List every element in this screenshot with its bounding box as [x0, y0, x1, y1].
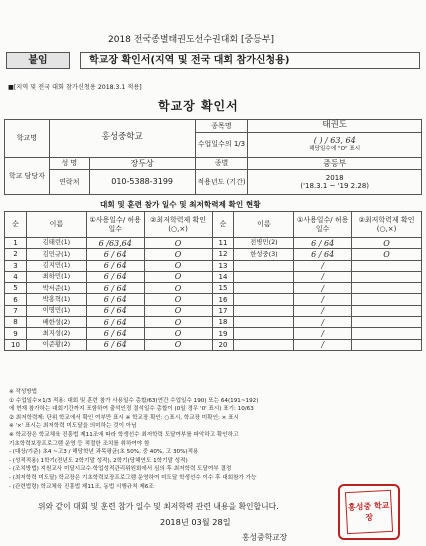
cell-days: 6 / 64 [86, 339, 144, 350]
note-line: ※ 작성방법 [9, 389, 38, 395]
contact-label: 연락처 [49, 170, 89, 195]
cell-name: 박서준(1) [26, 283, 86, 294]
cell-name [234, 283, 294, 294]
cell-no: 17 [212, 305, 234, 316]
cell-no: 14 [212, 271, 234, 282]
table-row [5, 305, 422, 316]
cell-name [234, 260, 294, 271]
note-line: ② 최저학력제: 단위 학교에서 확인 여부만 표시 ※ 학교장 확인: ○표시, 학교장 미확인: × 표시 [9, 414, 239, 421]
cell-name: 김민규(1) [26, 249, 86, 260]
table-row [5, 271, 422, 282]
table-row [5, 283, 422, 294]
cell-days: / [294, 271, 352, 282]
note-line: - (대상/기준) 초4 ~고3 / 해당학년 과목평균(초 50%, 중 40%, 고 30%)적용 [9, 449, 199, 456]
cell-name [234, 339, 294, 350]
cell-no: 3 [5, 260, 27, 271]
table-row [5, 249, 422, 260]
note-line: ※ 학교장은 학교체육 진흥법 제11조에 따라 학생선수 최저학력 도달여부를 파악하고 확인하고 [9, 431, 239, 438]
form-title: 학교장 확인서 [158, 99, 239, 113]
school-name-label: 학교명 [5, 120, 50, 158]
division-label: 종별 [195, 157, 248, 170]
table-row [5, 317, 422, 328]
name-label: 성 명 [49, 157, 89, 170]
table-row [5, 238, 422, 249]
note-line: 에 현재 참가하는 대회기간까지 포함하여 출석인정 결석일수 총합이 (0일 경우 '0' 표시) 표기: 10/63 [9, 406, 254, 413]
cell-no: 20 [212, 339, 234, 350]
cell-min [352, 317, 422, 328]
note-line: ① 수업일수×1/3 적용: 대회 및 훈련 참가 사용일수 총합/63(연간 수업일수 190) 또는 64(191~192) [9, 397, 259, 404]
school-info-table [4, 119, 422, 195]
cell-min: O [352, 249, 422, 260]
cell-no: 5 [5, 283, 27, 294]
cell-no: 12 [212, 249, 234, 260]
note-line: 기초학력보장프로그램 운영 등 적절한 조치를 취하여야 함 [9, 440, 150, 447]
cell-no: 15 [212, 283, 234, 294]
event-title: 2018 전국종별태권도선수권대회 [중등부] [108, 35, 275, 45]
cell-days: / [294, 317, 352, 328]
official-seal [338, 484, 400, 540]
cell-name [234, 317, 294, 328]
school-name-value: 홍성중학교 [49, 120, 195, 158]
cell-min: O [144, 260, 212, 271]
cell-name [234, 294, 294, 305]
cell-days: 6 / 64 [86, 283, 144, 294]
cell-name: 이명민(1) [26, 305, 86, 316]
cell-min: O [144, 305, 212, 316]
cell-min [352, 294, 422, 305]
contact-value: 010-5388-3199 [89, 170, 195, 195]
period-range: ('18.3.1 ~ '19 2.28) [300, 182, 369, 190]
cell-min: O [144, 339, 212, 350]
cell-min [352, 271, 422, 282]
cell-min: O [144, 271, 212, 282]
cell-name: 김태린(1) [26, 238, 86, 249]
table-row [5, 328, 422, 339]
cell-no: 13 [212, 260, 234, 271]
cell-days: / [294, 260, 352, 271]
cell-name: 이준황(2) [26, 339, 86, 350]
col-days-right: ①사용일수/ 허용일수 [294, 212, 352, 238]
cell-no: 7 [5, 305, 27, 316]
cell-min [352, 283, 422, 294]
issue-date: 2018년 03월 28일 [160, 517, 231, 527]
period-year: 2018 [325, 173, 344, 182]
cell-name: 한성중(3) [234, 249, 294, 260]
cell-no: 2 [5, 249, 27, 260]
cell-days: 6 / 64 [86, 294, 144, 305]
manager-label: 학교 담당자 [5, 157, 50, 195]
col-name-left: 이름 [26, 212, 86, 238]
cell-days: 6 / 64 [294, 249, 352, 260]
note-line: - (조치방법) 지원교사 미달시교수·학업성적관리위원회에서 심의 후 최저학력 도달여부 결정 [9, 466, 232, 473]
cell-days: 6 /63,64 [86, 238, 144, 249]
cell-days: 6 / 64 [86, 249, 144, 260]
manager-name: 장두상 [89, 157, 195, 170]
note-line: - (성적적용) 1학기(전년도 2학기말 성적), 2학기(당해연도 1학기말 성적) [9, 457, 188, 464]
col-no-left: 순 [5, 212, 27, 238]
cell-min: O [352, 238, 422, 249]
cell-min: O [144, 238, 212, 249]
cell-min [352, 328, 422, 339]
seal-text: 홍성중 학교장 [345, 490, 393, 534]
class-days-note: 해당일수에 "O" 표시 [309, 146, 361, 153]
sport-value: 태권도 [248, 120, 422, 133]
cell-days: 6 / 64 [86, 271, 144, 282]
col-days-left: ①사용일수/ 허용일수 [86, 212, 144, 238]
cell-no: 10 [5, 339, 27, 350]
period-label: 적용년도 (기간) [195, 170, 248, 195]
cell-no: 1 [5, 238, 27, 249]
table-row [5, 260, 422, 271]
cell-min [352, 260, 422, 271]
cell-days: / [294, 339, 352, 350]
cell-days: 6 / 64 [86, 317, 144, 328]
table-row [5, 339, 422, 350]
table-row [5, 294, 422, 305]
cell-name [234, 271, 294, 282]
participation-table [4, 211, 422, 351]
cell-name [234, 328, 294, 339]
confirm-statement: 위와 같이 대회 및 훈련 참가 일수 및 최저학력 관련 내용을 확인합니다. [38, 502, 279, 511]
cell-name: 전병민(2) [234, 238, 294, 249]
cell-name: 김지민(1) [26, 260, 86, 271]
cell-no: 18 [212, 317, 234, 328]
application-subnote: ■[지역 및 전국 대회 참가신청용 2018.3.1 적용] [8, 84, 142, 91]
cell-no: 9 [5, 328, 27, 339]
cell-no: 6 [5, 294, 27, 305]
cell-no: 4 [5, 271, 27, 282]
cell-days: / [294, 294, 352, 305]
document-heading: 학교장 확인서(지역 및 전국 대회 참가신청용) [80, 52, 420, 69]
note-line: ※ '×' 표시는 최저학력 미도달을 의미하는 것이 아님 [9, 423, 137, 430]
note-line: - (최저학력 미도달) 학교장은 기초학력보장프로그램 운영하여 미도달 학생선수 이수 후 대회참가 가능 [9, 474, 257, 481]
col-no-right: 순 [212, 212, 234, 238]
cell-name: 최지성(2) [26, 328, 86, 339]
cell-no: 19 [212, 328, 234, 339]
cell-min: O [144, 283, 212, 294]
cell-no: 16 [212, 294, 234, 305]
cell-days: 6 / 64 [86, 260, 144, 271]
col-min-right: ②최저학력제 확인(○,×) [352, 212, 422, 238]
cell-min: O [144, 249, 212, 260]
cell-name: 배한성(2) [26, 317, 86, 328]
cell-days: / [294, 305, 352, 316]
cell-min: O [144, 317, 212, 328]
cell-days: 6 / 64 [86, 328, 144, 339]
cell-min [352, 305, 422, 316]
cell-name: 박홍혁(1) [26, 294, 86, 305]
cell-min: O [144, 328, 212, 339]
cell-days: 6 / 64 [86, 305, 144, 316]
cell-min: O [144, 294, 212, 305]
stats-section-title: 대회 및 훈련 참가 일수 및 최저학력제 확인 현황 [100, 200, 261, 209]
cell-no: 8 [5, 317, 27, 328]
col-min-left: ②최저학력제 확인(○,×) [144, 212, 212, 238]
note-line: - (관련법령) 학교체육 진흥법 제11조, 동법 시행규칙 제6조 [9, 483, 154, 490]
class-days-label: 수업일수의 1/3 [195, 132, 248, 157]
class-days-value: ( ) / 63, 64 [313, 136, 356, 146]
cell-min [352, 339, 422, 350]
col-name-right: 이름 [234, 212, 294, 238]
division-value: 중등부 [248, 157, 422, 170]
cell-days: / [294, 283, 352, 294]
sport-label: 종목명 [195, 120, 248, 133]
writing-instructions [9, 388, 421, 491]
cell-days: / [294, 328, 352, 339]
cell-no: 11 [212, 238, 234, 249]
attachment-badge: 붙임 [6, 52, 70, 69]
cell-days: 6 / 64 [294, 238, 352, 249]
cell-name: 최하민(1) [26, 271, 86, 282]
cell-name [234, 305, 294, 316]
signer-name: 홍성중학교장 [242, 533, 288, 542]
